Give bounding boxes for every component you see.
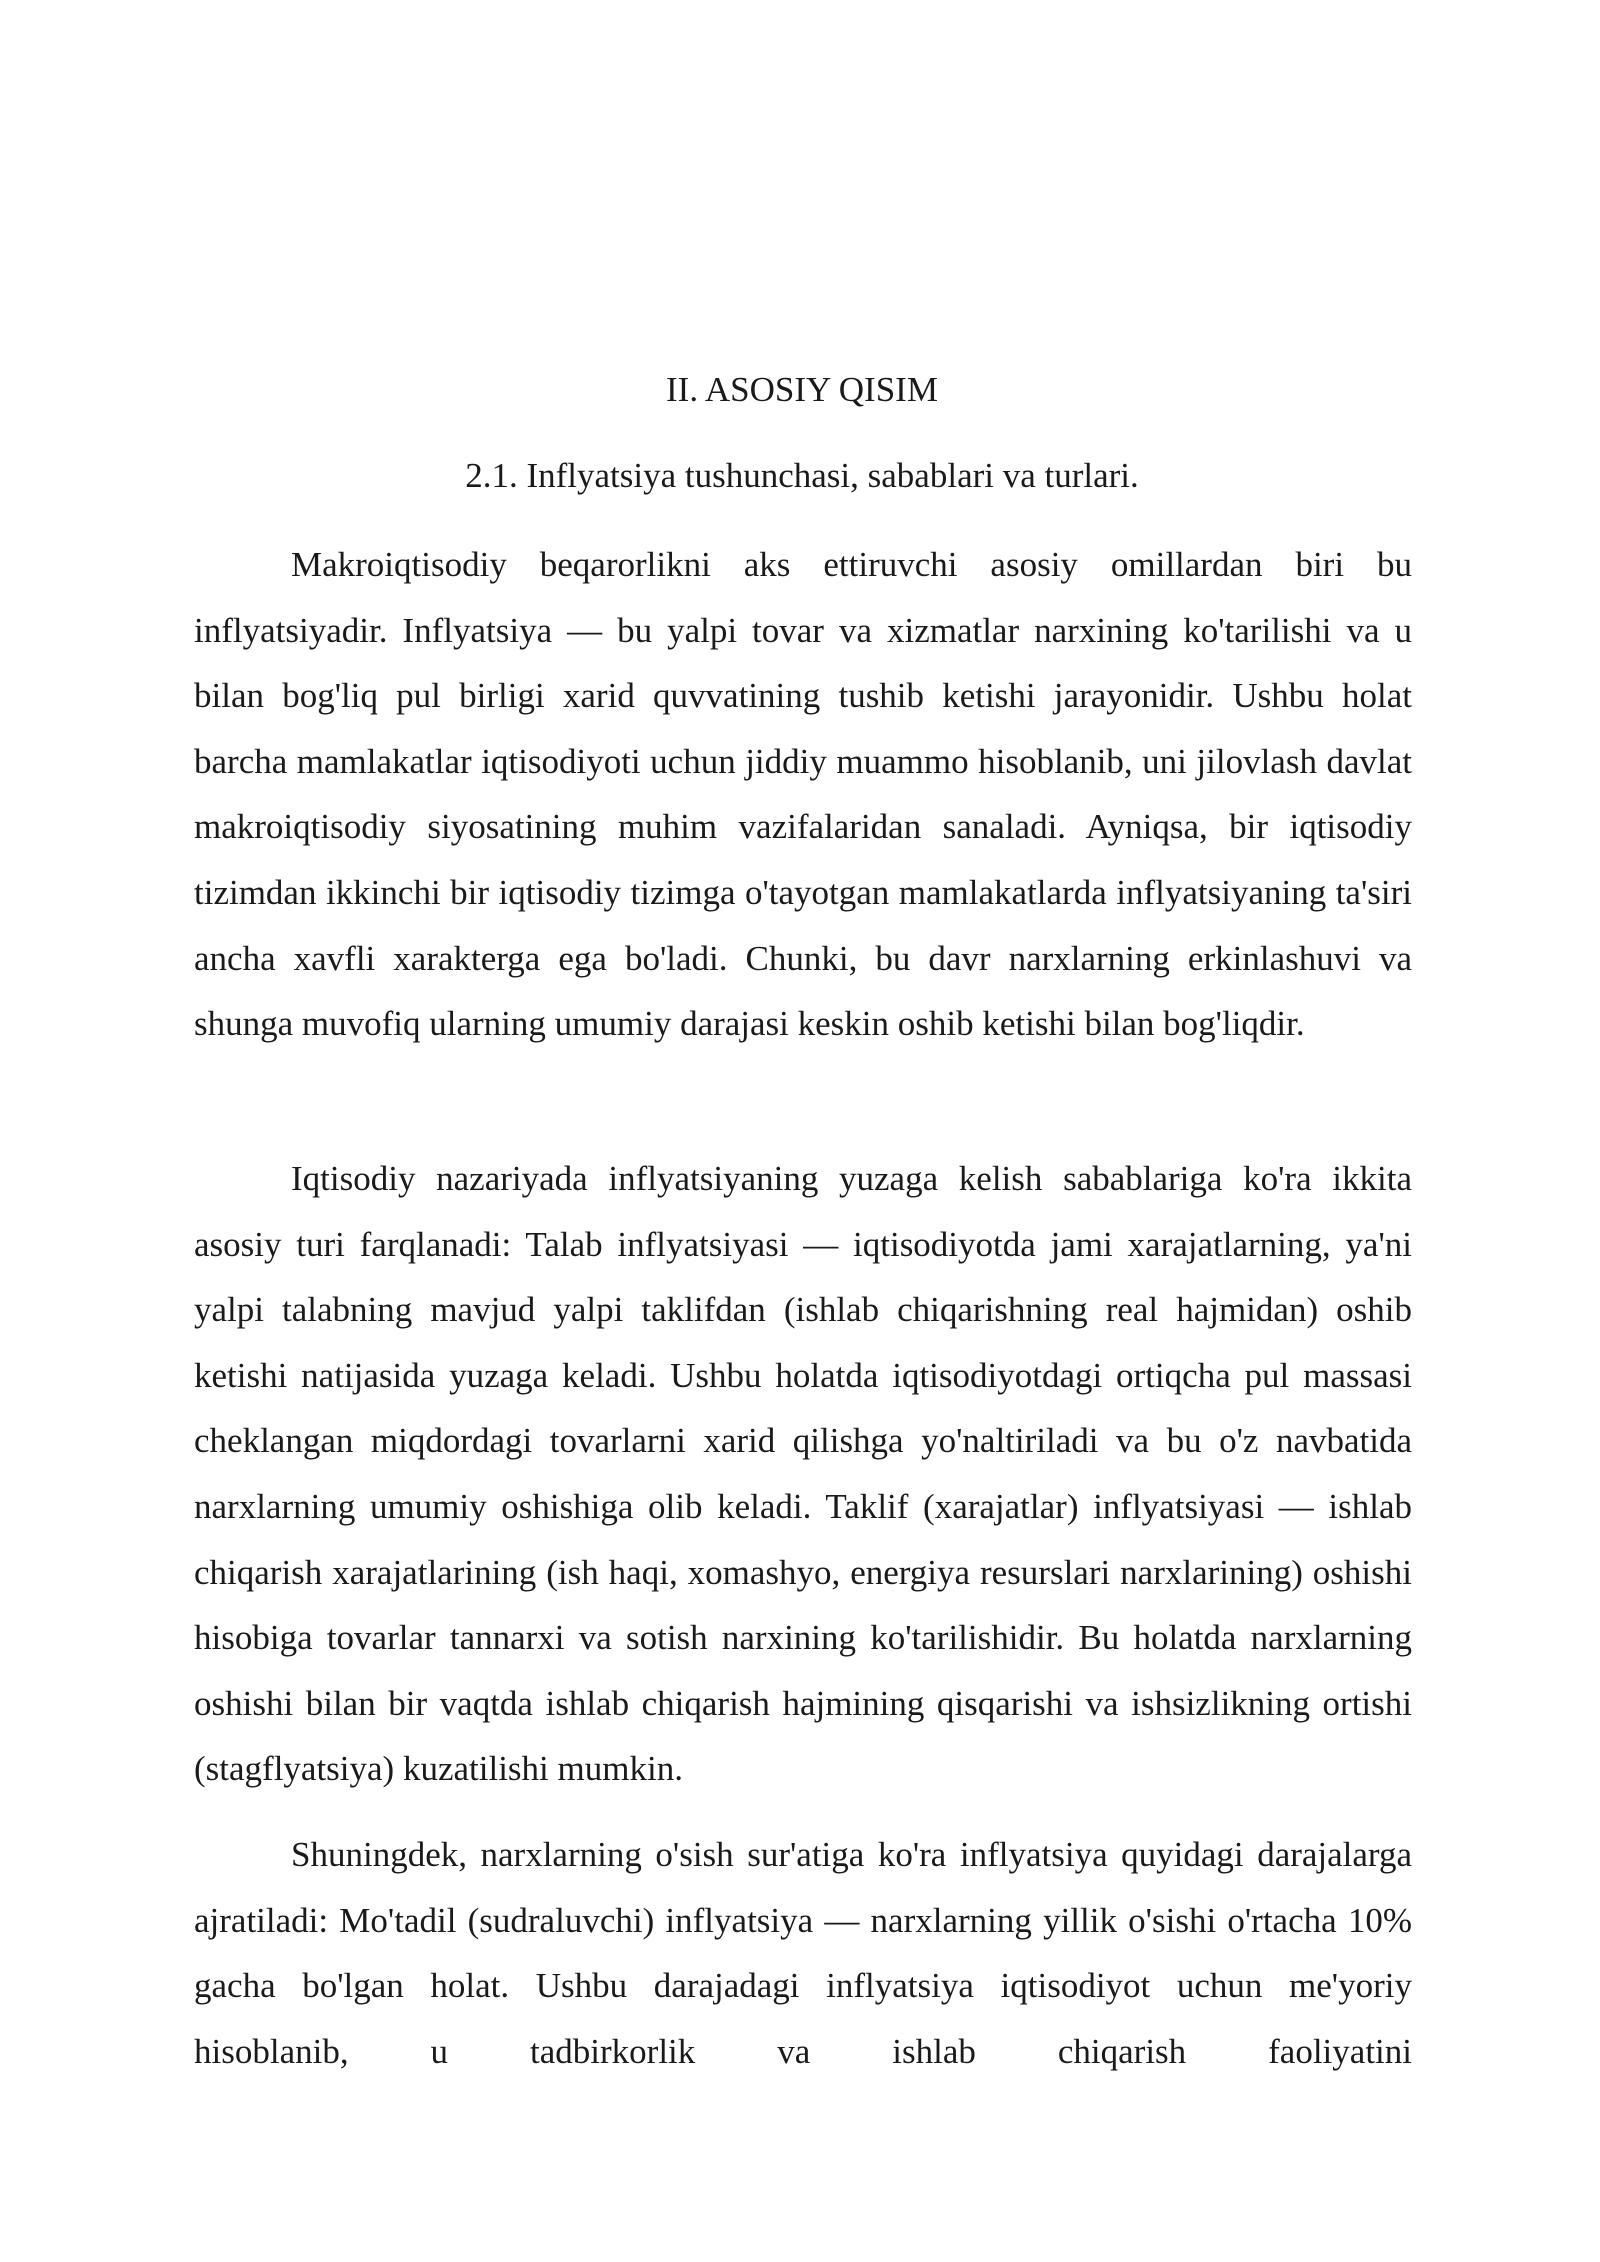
subsection-heading: 2.1. Inflyatsiya tushunchasi, sabablari va turlari. xyxy=(465,456,1139,495)
paragraph-1-text: Makroiqtisodiy beqarorlikni aks ettiruvchi asosiy omillardan biri bu inflyatsiyadir. Inflyatsiya — bu yalpi tovar va xizmatlar narxining ko'tarilishi va u bilan bog'liq pul birligi xarid quvvatining tushib ketishi jarayonidir. Ushbu holat barcha mamlakatlar iqtisodiyoti uchun jiddiy muammo hisoblanib, uni jilovlash davlat makroiqtisodiy siyosatining muhim vazifalaridan sanaladi. Ayniqsa, bir iqtisodiy tizimdan ikkinchi bir iqtisodiy tizimga o'tayotgan mamlakatlarda inflyatsiyaning ta'siri ancha xavfli xarakterga ega bo'ladi. Chunki, bu davr narxlarning erkinlashuvi va shunga muvofiq ularning umumiy darajasi keskin oshib ketishi bilan bog'liqdir. xyxy=(194,545,1412,1044)
paragraph-3 xyxy=(194,1822,1412,2084)
paragraph-3-text: Shuningdek, narxlarning o'sish sur'atiga ko'ra inflyatsiya quyidagi darajalarga ajratiladi: Mo'tadil (sudraluvchi) inflyatsiya — narxlarning yillik o'sishi o'rtacha 10% gacha bo'lgan holat. Ushbu darajadagi inflyatsiya iqtisodiyot uchun me'yoriy hisoblanib, u tadbirkorlik va ishlab chiqarish faoliyatini xyxy=(194,1835,1412,2071)
paragraph-1 xyxy=(194,532,1412,1057)
section-heading: II. ASOSIY QISIM xyxy=(666,370,938,409)
paragraph-2 xyxy=(194,1146,1412,1802)
paragraph-2-text: Iqtisodiy nazariyada inflyatsiyaning yuzaga kelish sabablariga ko'ra ikkita asosiy turi farqlanadi: Talab inflyatsiyasi — iqtisodiyotda jami xarajatlarning, ya'ni yalpi talabning mavjud yalpi taklifdan (ishlab chiqarishning real hajmidan) oshib ketishi natijasida yuzaga keladi. Ushbu holatda iqtisodiyotdagi ortiqcha pul massasi cheklangan miqdordagi tovarlarni xarid qilishga yo'naltiriladi va bu o'z navbatida narxlarning umumiy oshishiga olib keladi. Taklif (xarajatlar) inflyatsiyasi — ishlab chiqarish xarajatlarining (ish haqi, xomashyo, energiya resurslari narxlarining) oshishi hisobiga tovarlar tannarxi va sotish narxining ko'tarilishidir. Bu holatda narxlarning oshishi bilan bir vaqtda ishlab chiqarish hajmining qisqarishi va ishsizlikning ortishi (stagflyatsiya) kuzatilishi mumkin. xyxy=(194,1159,1412,1789)
